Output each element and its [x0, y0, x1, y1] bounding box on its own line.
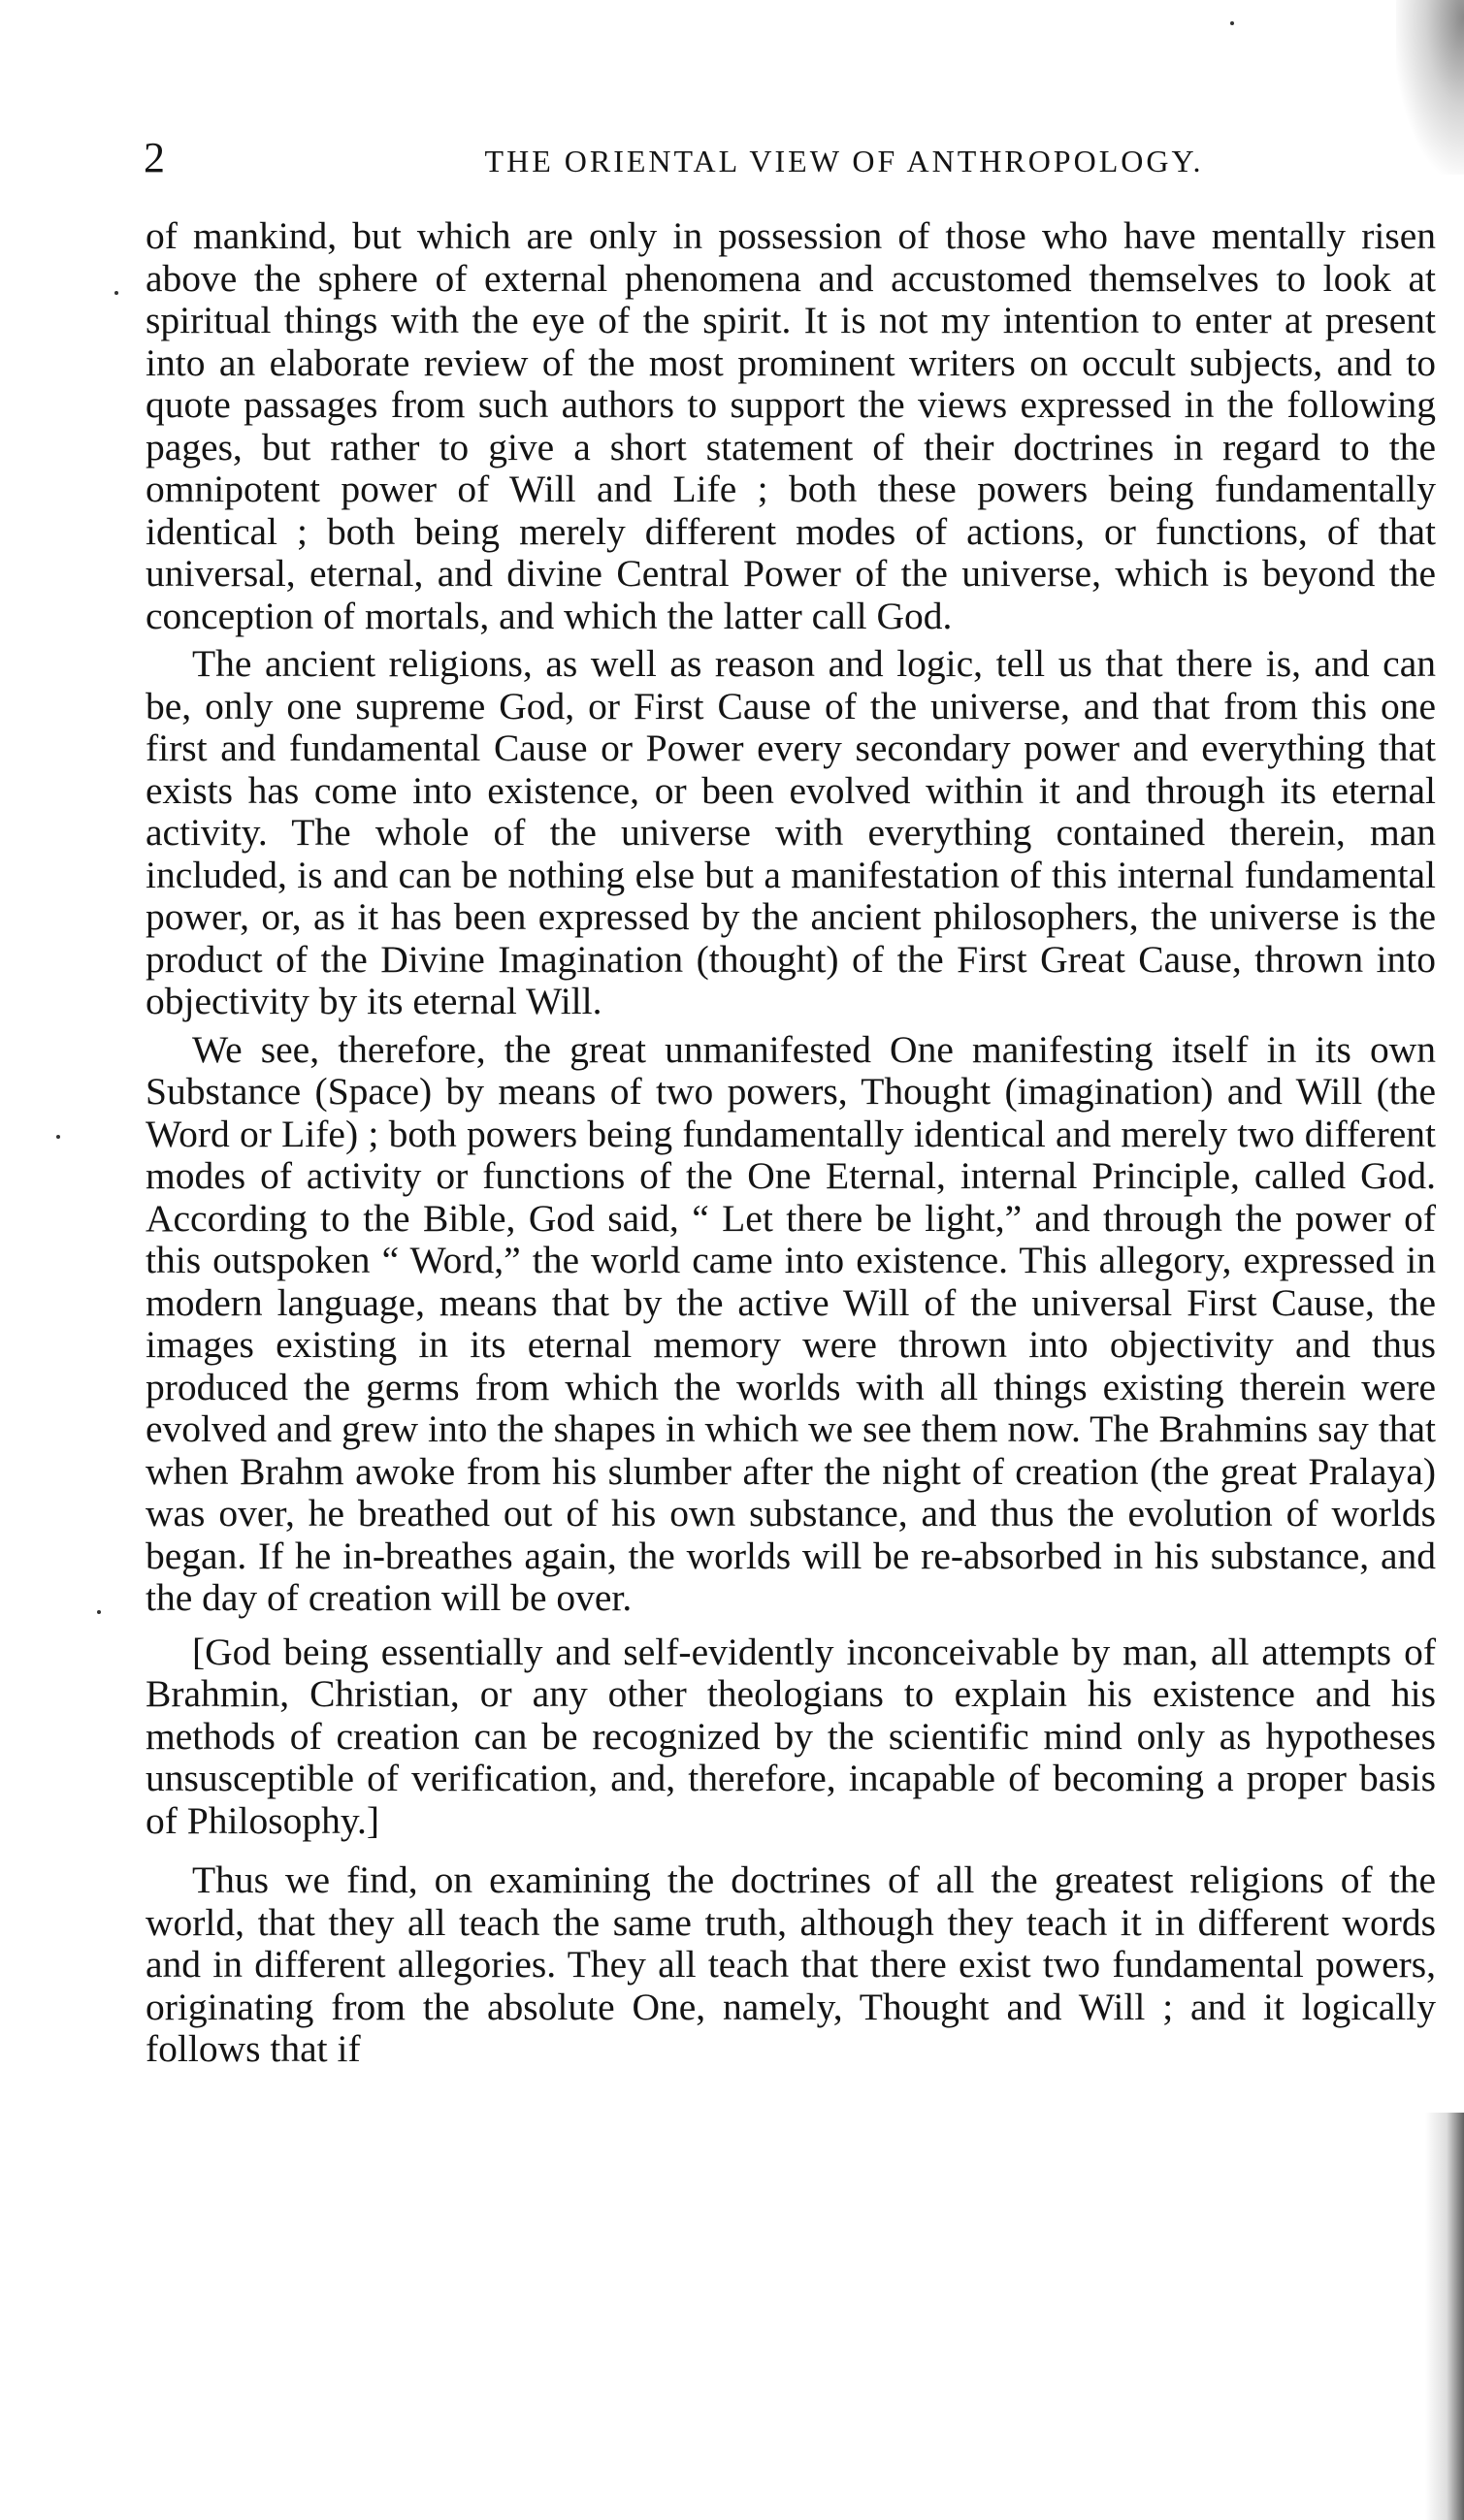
paragraph-5: Thus we find, on examining the doctrines of all the greatest religions of the world, that they all teach the same truth, although they teach it in different words and in different allegories. They all teach that there exist two fundamental powers, originating from the absolute One, namely, Thought and Will ; and it logically follows that if — [146, 1858, 1436, 2070]
print-speck — [1230, 21, 1234, 25]
print-speck — [56, 1135, 60, 1139]
page-header — [136, 134, 1436, 192]
print-speck — [97, 1610, 101, 1614]
print-speck — [114, 291, 118, 295]
paragraph-2: The ancient religions, as well as reason and logic, tell us that there is, and can be, only one supreme God, or First Cause of the universe, and that from this one first and fundamental Cause or Power every secondary power and everything that exists has come into existence, or been evolved within it and through its eternal activity. The whole of the universe with everything contained therein, man included, is and can be nothing else but a manifestation of this internal fundamental power, or, as it has been expressed by the ancient philosophers, the universe is the product of the Divine Imagination (thought) of the First Great Cause, thrown into objectivity by its eternal Will. — [146, 642, 1436, 1022]
body-text — [146, 215, 1436, 2071]
page-edge-shadow-bottom — [1425, 2113, 1464, 2520]
paragraph-1: of mankind, but which are only in possession of those who have mentally risen above the sphere of external phenomena and accustomed themselves to look at spiritual things with the eye of the spirit. It is not my intention to enter at present into an elaborate review of the most prominent writers on occult subjects, and to quote passages from such authors to support the views expressed in the following pages, but rather to give a short statement of their doctrines in regard to the omnipotent power of Will and Life ; both these powers being fundamentally identical ; both being merely different modes of actions, or functions, of that universal, eternal, and divine Central Power of the universe, which is beyond the conception of mortals, and which the latter call God. — [146, 214, 1436, 637]
page-number: 2 — [144, 134, 165, 181]
running-title: THE ORIENTAL VIEW OF ANTHROPOLOGY. — [484, 144, 1204, 178]
paragraph-3: We see, therefore, the great unmanifested One manifesting itself in its own Substance (Space) by means of two powers, Thought (imagination) and Will (the Word or Life) ; both powers being fundamentally identical and merely two different modes of activity or functions of the One Eternal, internal Principle, called God. According to the Bible, God said, “ Let there be light,” and through the power of this outspoken “ Word,” the world came into existence. This allegory, expressed in modern language, means that by the active Will of the universal First Cause, the images existing in its eternal memory were thrown into objectivity and thus produced the germs from which the worlds with all things existing therein were evolved and grew into the shapes in which we see them now. The Brahmins say that when Brahm awoke from his slumber after the night of creation (the great Pralaya) was over, he breathed out of his own substance, and thus the evolution of worlds began. If he in-breathes again, the worlds will be re-absorbed in his substance, and the day of creation will be over. — [146, 1027, 1436, 1619]
bracketed-note: [God being essentially and self-evidently inconceivable by man, all attempts of Brahmin, Christian, or any other theologians to explain his existence and his methods of creation can be recognized by the scientific mind only as hypotheses unsusceptible of verification, and, therefore, incapable of becoming a proper basis of Philosophy.] — [146, 1630, 1436, 1842]
